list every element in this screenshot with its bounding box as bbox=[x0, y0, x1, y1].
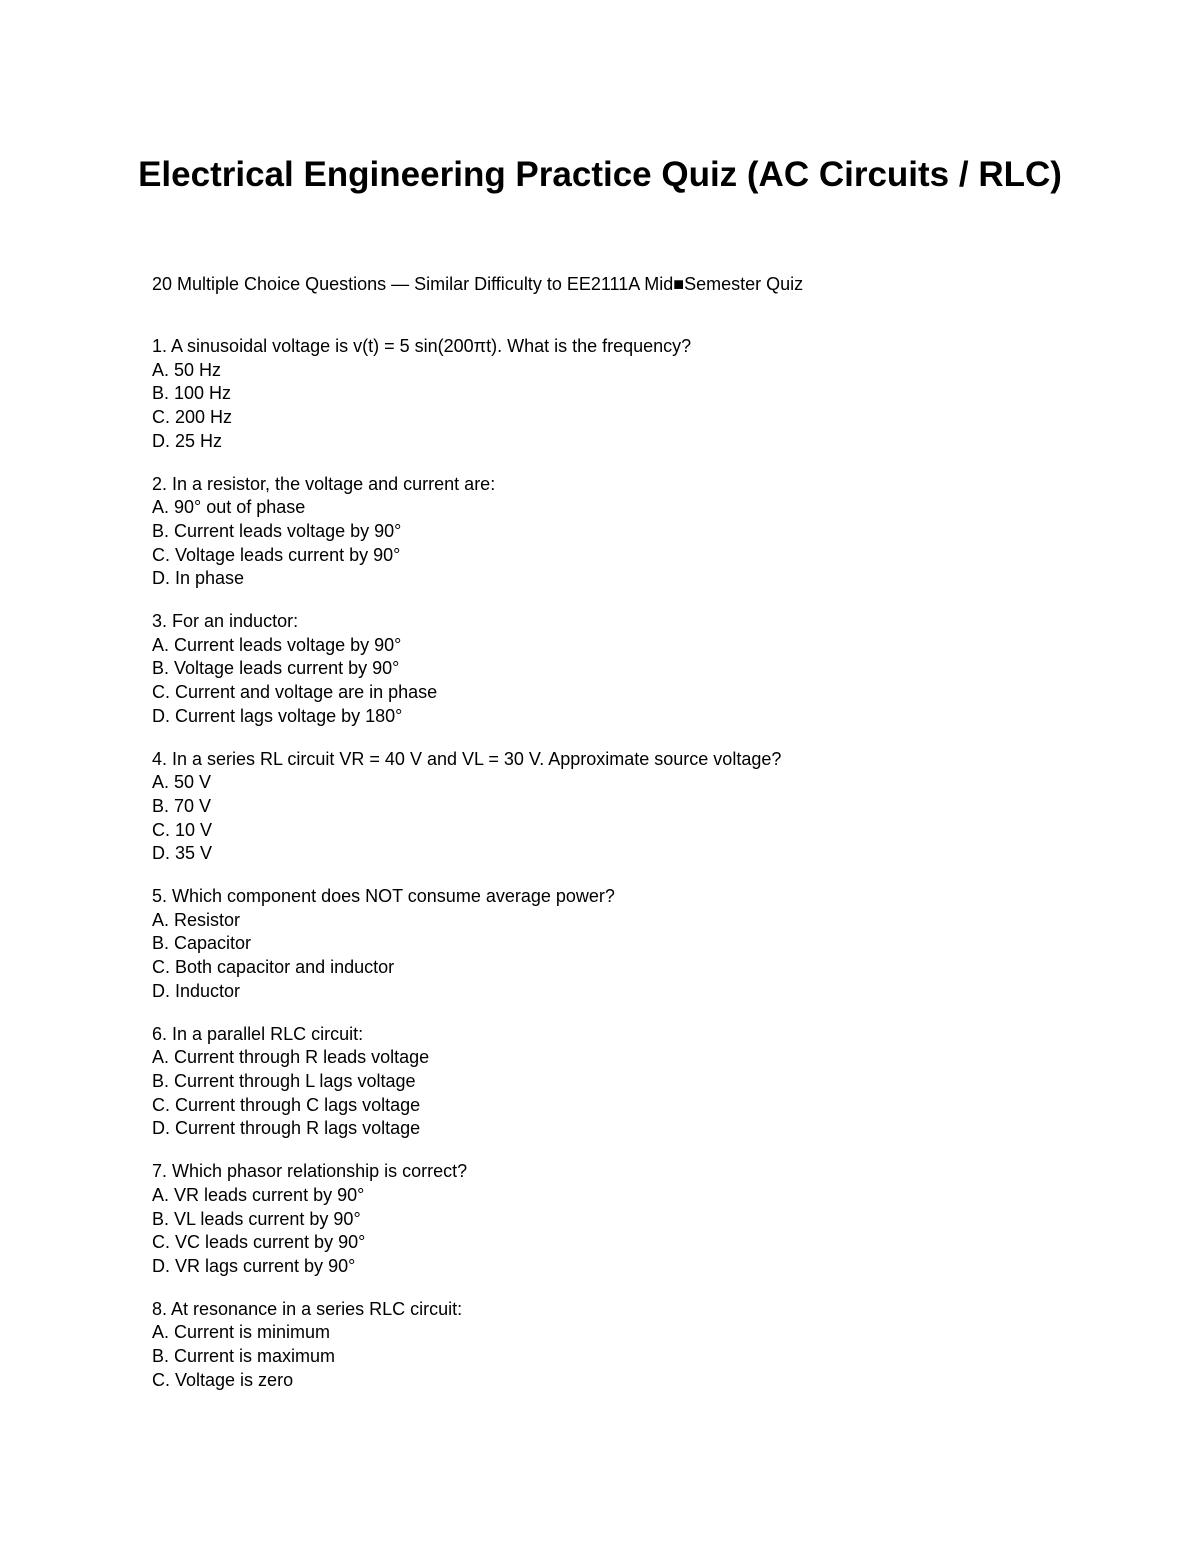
question-prompt: 2. In a resistor, the voltage and current are: bbox=[152, 473, 496, 494]
answer-option: D. VR lags current by 90° bbox=[152, 1255, 356, 1276]
answer-option: B. Current leads voltage by 90° bbox=[152, 520, 402, 541]
question-prompt: 6. In a parallel RLC circuit: bbox=[152, 1023, 364, 1044]
answer-option: D. In phase bbox=[152, 568, 245, 589]
answer-option: B. 70 V bbox=[152, 795, 212, 816]
answer-option: C. Both capacitor and inductor bbox=[152, 957, 395, 978]
answer-option: A. Current is minimum bbox=[152, 1322, 331, 1343]
question-4 bbox=[152, 748, 1112, 867]
answer-option: D. Current through R lags voltage bbox=[152, 1118, 421, 1139]
question-prompt: 3. For an inductor: bbox=[152, 611, 299, 632]
question-3 bbox=[152, 610, 1112, 729]
answer-option: C. Voltage leads current by 90° bbox=[152, 544, 401, 565]
answer-option: D. Inductor bbox=[152, 980, 241, 1001]
answer-option: B. 100 Hz bbox=[152, 383, 232, 404]
question-1 bbox=[152, 335, 1112, 454]
answer-option: A. Current through R leads voltage bbox=[152, 1047, 430, 1068]
answer-option: B. Current is maximum bbox=[152, 1346, 336, 1367]
answer-option: A. 90° out of phase bbox=[152, 497, 306, 518]
question-prompt: 1. A sinusoidal voltage is v(t) = 5 sin(200πt). What is the frequency? bbox=[152, 336, 692, 356]
answer-option: A. VR leads current by 90° bbox=[152, 1184, 365, 1205]
answer-option: C. Current through C lags voltage bbox=[152, 1094, 421, 1115]
question-2 bbox=[152, 473, 1112, 592]
answer-option: B. Current through L lags voltage bbox=[152, 1070, 416, 1091]
answer-option: C. Current and voltage are in phase bbox=[152, 682, 438, 703]
answer-option: C. Voltage is zero bbox=[152, 1369, 294, 1390]
question-6 bbox=[152, 1023, 1112, 1142]
answer-option: B. Voltage leads current by 90° bbox=[152, 658, 400, 679]
answer-option: A. Resistor bbox=[152, 909, 241, 930]
answer-option: A. 50 Hz bbox=[152, 359, 222, 380]
question-prompt: 4. In a series RL circuit VR = 40 V and VL = 30 V. Approximate source voltage? bbox=[152, 748, 782, 769]
answer-option: A. 50 V bbox=[152, 772, 212, 793]
answer-option: B. VL leads current by 90° bbox=[152, 1208, 361, 1229]
answer-option: D. 35 V bbox=[152, 843, 213, 864]
question-7 bbox=[152, 1160, 1112, 1279]
question-list bbox=[152, 335, 1112, 1411]
answer-option: C. 10 V bbox=[152, 819, 213, 840]
page-title: Electrical Engineering Practice Quiz (AC Circuits / RLC) bbox=[138, 155, 1062, 194]
question-prompt: 8. At resonance in a series RLC circuit: bbox=[152, 1298, 463, 1319]
answer-option: C. VC leads current by 90° bbox=[152, 1232, 366, 1253]
answer-option: B. Capacitor bbox=[152, 933, 252, 954]
page-subtitle: 20 Multiple Choice Questions — Similar Difficulty to EE2111A Mid■Semester Quiz bbox=[152, 274, 804, 294]
answer-option: D. Current lags voltage by 180° bbox=[152, 705, 403, 726]
answer-option: A. Current leads voltage by 90° bbox=[152, 634, 402, 655]
question-prompt: 5. Which component does NOT consume average power? bbox=[152, 886, 615, 907]
answer-option: C. 200 Hz bbox=[152, 407, 233, 428]
answer-option: D. 25 Hz bbox=[152, 430, 223, 451]
question-8 bbox=[152, 1298, 1112, 1393]
question-5 bbox=[152, 885, 1112, 1004]
question-prompt: 7. Which phasor relationship is correct? bbox=[152, 1161, 468, 1182]
